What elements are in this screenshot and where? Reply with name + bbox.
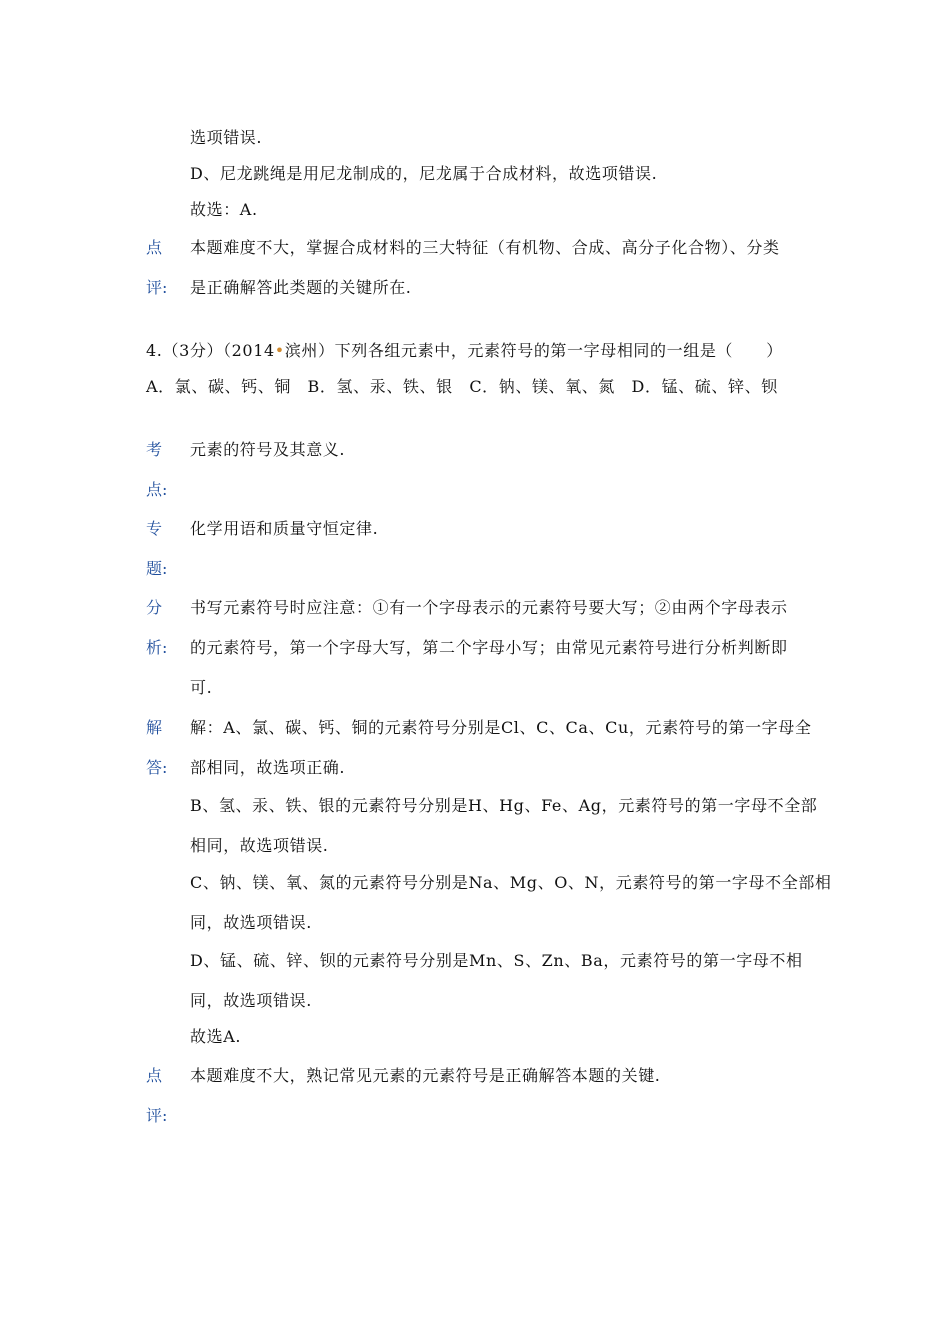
jieda-line-2: 部相同，故选项正确. [190, 758, 346, 777]
question-stem-part-b: 滨州）下列各组元素中，元素符号的第一字母相同的一组是（ ） [284, 341, 783, 360]
prev-comment-label-1: 点 [146, 238, 163, 257]
question-stem-part-a: 4.（3分）（2014 [146, 341, 275, 360]
fenxi-label-1: 分 [146, 598, 163, 617]
dianping-text: 本题难度不大，熟记常见元素的元素符号是正确解答本题的关键. [190, 1066, 661, 1085]
kaodian-label-2: 点: [146, 480, 168, 499]
jieda-line-6: 同，故选项错误. [190, 913, 312, 932]
question-4-stem [146, 341, 783, 361]
question-4-options: A．氯、碳、钙、铜 B．氢、汞、铁、银 C．钠、镁、氧、氮 D．锰、硫、锌、钡 [146, 377, 778, 396]
kaodian-text: 元素的符号及其意义. [190, 440, 346, 459]
prev-comment-label-2: 评: [146, 278, 168, 297]
jieda-line-1: 解：A、氯、碳、钙、铜的元素符号分别是Cl、C、Ca、Cu，元素符号的第一字母全 [190, 718, 812, 737]
jieda-line-5: C、钠、镁、氧、氮的元素符号分别是Na、Mg、O、N，元素符号的第一字母不全部相 [190, 873, 832, 892]
jieda-line-4: 相同，故选项错误. [190, 836, 329, 855]
fenxi-line-3: 可. [190, 678, 213, 697]
prev-comment-line-1: 本题难度不大，掌握合成材料的三大特征（有机物、合成、高分子化合物）、分类 [190, 238, 780, 257]
zhuanti-label-1: 专 [146, 519, 163, 538]
jieda-line-3: B、氢、汞、铁、银的元素符号分别是H、Hg、Fe、Ag，元素符号的第一字母不全部 [190, 796, 818, 815]
zhuanti-label-2: 题: [146, 559, 168, 578]
prev-answer: 故选：A. [190, 200, 258, 219]
dianping-label-2: 评: [146, 1106, 168, 1125]
zhuanti-text: 化学用语和质量守恒定律. [190, 519, 379, 538]
jieda-line-9: 故选A. [190, 1027, 242, 1046]
fenxi-line-1: 书写元素符号时应注意：①有一个字母表示的元素符号要大写；②由两个字母表示 [190, 598, 788, 617]
jieda-label-2: 答: [146, 758, 168, 777]
prev-solution-option-d: D、尼龙跳绳是用尼龙制成的，尼龙属于合成材料，故选项错误. [190, 164, 658, 183]
prev-comment-line-2: 是正确解答此类题的关键所在. [190, 278, 412, 297]
separator-dot: • [274, 341, 285, 360]
jieda-line-7: D、锰、硫、锌、钡的元素符号分别是Mn、S、Zn、Ba，元素符号的第一字母不相 [190, 951, 803, 970]
jieda-line-8: 同，故选项错误. [190, 991, 312, 1010]
dianping-label-1: 点 [146, 1066, 163, 1085]
jieda-label-1: 解 [146, 718, 163, 737]
kaodian-label-1: 考 [146, 440, 163, 459]
fenxi-line-2: 的元素符号，第一个字母大写，第二个字母小写；由常见元素符号进行分析判断即 [190, 638, 788, 657]
prev-solution-line: 选项错误. [190, 128, 263, 147]
fenxi-label-2: 析: [146, 638, 168, 657]
